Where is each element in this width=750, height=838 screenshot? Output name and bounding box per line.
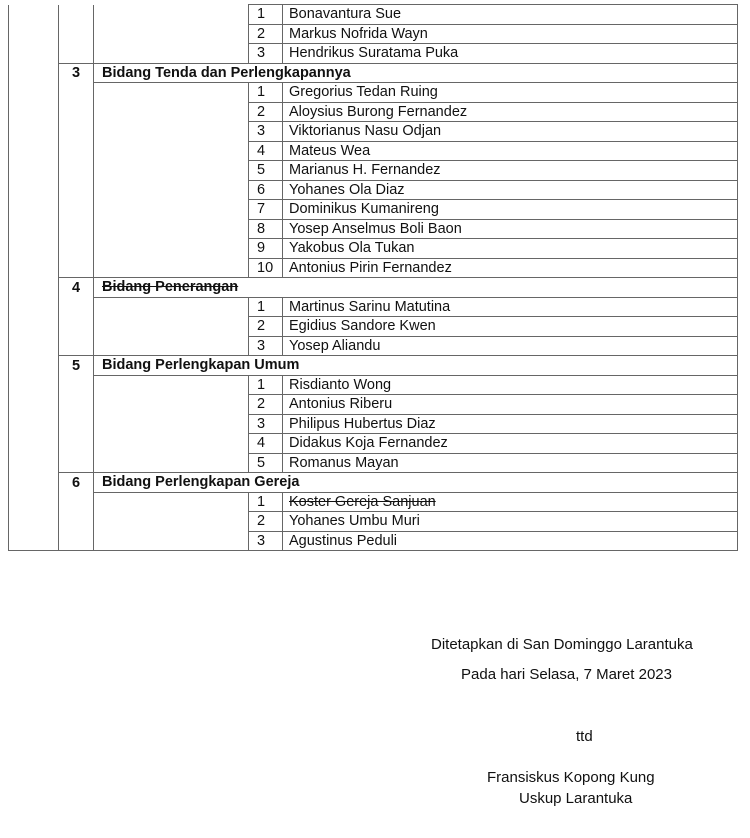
member-number: 5: [249, 453, 283, 473]
left-margin-cell: [9, 492, 59, 512]
section-number: 3: [59, 63, 94, 83]
section-number-cell: [59, 395, 94, 415]
left-margin-cell: [9, 531, 59, 551]
signatory-title: Uskup Larantuka: [519, 790, 633, 807]
member-name: Risdianto Wong: [283, 375, 738, 395]
member-row: [9, 317, 738, 337]
section-title: Bidang Perlengkapan Gereja: [94, 473, 738, 493]
left-margin-cell: [9, 239, 59, 259]
section-title: Bidang Tenda dan Perlengkapannya: [94, 63, 738, 83]
member-number: 3: [249, 414, 283, 434]
blank-cell: [94, 180, 249, 200]
member-number: 4: [249, 141, 283, 161]
member-name: Martinus Sarinu Matutina: [283, 297, 738, 317]
committee-table: [8, 4, 738, 551]
section-number-cell: [59, 44, 94, 64]
member-name: Gregorius Tedan Ruing: [283, 83, 738, 103]
member-name: Dominikus Kumanireng: [283, 200, 738, 220]
section-number-cell: [59, 297, 94, 317]
section-number-cell: [59, 24, 94, 44]
member-number: 8: [249, 219, 283, 239]
signatory-name: Fransiskus Kopong Kung: [487, 769, 655, 786]
member-number: 2: [249, 317, 283, 337]
member-number: 1: [249, 297, 283, 317]
section-number-cell: [59, 161, 94, 181]
member-row: [9, 453, 738, 473]
member-number: 2: [249, 395, 283, 415]
section-number-cell: [59, 5, 94, 25]
blank-cell: [94, 395, 249, 415]
member-row: [9, 414, 738, 434]
member-number: 1: [249, 375, 283, 395]
member-row: [9, 512, 738, 532]
member-name: Mateus Wea: [283, 141, 738, 161]
blank-cell: [94, 200, 249, 220]
member-row: [9, 83, 738, 103]
member-row: [9, 297, 738, 317]
blank-cell: [94, 492, 249, 512]
member-row: [9, 531, 738, 551]
blank-cell: [94, 239, 249, 259]
blank-cell: [94, 414, 249, 434]
member-row: [9, 219, 738, 239]
section-number-cell: [59, 180, 94, 200]
left-margin-cell: [9, 297, 59, 317]
section-number: 6: [59, 473, 94, 493]
member-name: Marianus H. Fernandez: [283, 161, 738, 181]
signature-date: Pada hari Selasa, 7 Maret 2023: [461, 666, 672, 683]
member-number: 3: [249, 122, 283, 142]
section-title: Bidang Perlengkapan Umum: [94, 356, 738, 376]
member-row: [9, 336, 738, 356]
left-margin-cell: [9, 44, 59, 64]
member-number: 2: [249, 102, 283, 122]
left-margin-cell: [9, 102, 59, 122]
member-name: Aloysius Burong Fernandez: [283, 102, 738, 122]
member-name: Agustinus Peduli: [283, 531, 738, 551]
member-number: 3: [249, 531, 283, 551]
member-name: Romanus Mayan: [283, 453, 738, 473]
member-number: 2: [249, 24, 283, 44]
member-number: 10: [249, 258, 283, 278]
member-row: [9, 200, 738, 220]
blank-cell: [94, 297, 249, 317]
section-number: 4: [59, 278, 94, 298]
left-margin-cell: [9, 453, 59, 473]
member-number: 1: [249, 5, 283, 25]
section-number-cell: [59, 375, 94, 395]
section-number-cell: [59, 531, 94, 551]
section-number-cell: [59, 317, 94, 337]
section-header-row: [9, 356, 738, 376]
left-margin-cell: [9, 5, 59, 25]
section-number-cell: [59, 512, 94, 532]
member-number: 6: [249, 180, 283, 200]
section-number-cell: [59, 239, 94, 259]
member-row: [9, 375, 738, 395]
member-number: 3: [249, 44, 283, 64]
blank-cell: [94, 512, 249, 532]
signature-place: Ditetapkan di San Dominggo Larantuka: [431, 636, 693, 653]
member-row: [9, 5, 738, 25]
member-number: 5: [249, 161, 283, 181]
left-margin-cell: [9, 180, 59, 200]
left-margin-cell: [9, 141, 59, 161]
left-margin-cell: [9, 414, 59, 434]
blank-cell: [94, 375, 249, 395]
member-row: [9, 44, 738, 64]
section-number-cell: [59, 434, 94, 454]
section-number-cell: [59, 200, 94, 220]
blank-cell: [94, 24, 249, 44]
section-number-cell: [59, 219, 94, 239]
blank-cell: [94, 434, 249, 454]
member-name: Hendrikus Suratama Puka: [283, 44, 738, 64]
member-number: 1: [249, 492, 283, 512]
blank-cell: [94, 531, 249, 551]
section-number-cell: [59, 83, 94, 103]
member-row: [9, 102, 738, 122]
member-number: 2: [249, 512, 283, 532]
blank-cell: [94, 102, 249, 122]
member-number: 4: [249, 434, 283, 454]
section-number: 5: [59, 356, 94, 376]
member-name: Koster Gereja Sanjuan: [283, 492, 738, 512]
left-margin-cell: [9, 200, 59, 220]
member-row: [9, 258, 738, 278]
member-name: Yosep Aliandu: [283, 336, 738, 356]
blank-cell: [94, 258, 249, 278]
section-header-row: [9, 473, 738, 493]
blank-cell: [94, 83, 249, 103]
section-header-row: [9, 278, 738, 298]
left-margin-cell: [9, 473, 59, 493]
section-number-cell: [59, 122, 94, 142]
blank-cell: [94, 317, 249, 337]
member-row: [9, 161, 738, 181]
member-number: 7: [249, 200, 283, 220]
member-name: Antonius Pirin Fernandez: [283, 258, 738, 278]
member-name: Egidius Sandore Kwen: [283, 317, 738, 337]
member-row: [9, 141, 738, 161]
blank-cell: [94, 122, 249, 142]
left-margin-cell: [9, 317, 59, 337]
left-margin-cell: [9, 434, 59, 454]
left-margin-cell: [9, 83, 59, 103]
member-row: [9, 122, 738, 142]
member-name: Yosep Anselmus Boli Baon: [283, 219, 738, 239]
member-row: [9, 395, 738, 415]
section-number-cell: [59, 141, 94, 161]
member-name: Bonavantura Sue: [283, 5, 738, 25]
section-title: Bidang Penerangan: [94, 278, 738, 298]
blank-cell: [94, 219, 249, 239]
left-margin-cell: [9, 278, 59, 298]
member-name: Didakus Koja Fernandez: [283, 434, 738, 454]
member-row: [9, 180, 738, 200]
blank-cell: [94, 161, 249, 181]
left-margin-cell: [9, 122, 59, 142]
left-margin-cell: [9, 375, 59, 395]
left-margin-cell: [9, 512, 59, 532]
member-number: 1: [249, 83, 283, 103]
member-number: 9: [249, 239, 283, 259]
section-number-cell: [59, 492, 94, 512]
blank-cell: [94, 453, 249, 473]
member-name: Yohanes Umbu Muri: [283, 512, 738, 532]
member-name: Yohanes Ola Diaz: [283, 180, 738, 200]
blank-cell: [94, 336, 249, 356]
section-number-cell: [59, 336, 94, 356]
left-margin-cell: [9, 219, 59, 239]
left-margin-cell: [9, 161, 59, 181]
section-number-cell: [59, 102, 94, 122]
blank-cell: [94, 141, 249, 161]
left-margin-cell: [9, 63, 59, 83]
section-header-row: [9, 63, 738, 83]
member-number: 3: [249, 336, 283, 356]
member-name: Viktorianus Nasu Odjan: [283, 122, 738, 142]
member-name: Philipus Hubertus Diaz: [283, 414, 738, 434]
section-number-cell: [59, 414, 94, 434]
member-row: [9, 239, 738, 259]
member-name: Yakobus Ola Tukan: [283, 239, 738, 259]
left-margin-cell: [9, 258, 59, 278]
signature-ttd: ttd: [576, 728, 593, 745]
blank-cell: [94, 44, 249, 64]
blank-cell: [94, 5, 249, 25]
left-margin-cell: [9, 336, 59, 356]
member-row: [9, 24, 738, 44]
left-margin-cell: [9, 24, 59, 44]
member-name: Markus Nofrida Wayn: [283, 24, 738, 44]
left-margin-cell: [9, 395, 59, 415]
member-row: [9, 434, 738, 454]
section-number-cell: [59, 258, 94, 278]
member-row: [9, 492, 738, 512]
member-name: Antonius Riberu: [283, 395, 738, 415]
section-number-cell: [59, 453, 94, 473]
left-margin-cell: [9, 356, 59, 376]
